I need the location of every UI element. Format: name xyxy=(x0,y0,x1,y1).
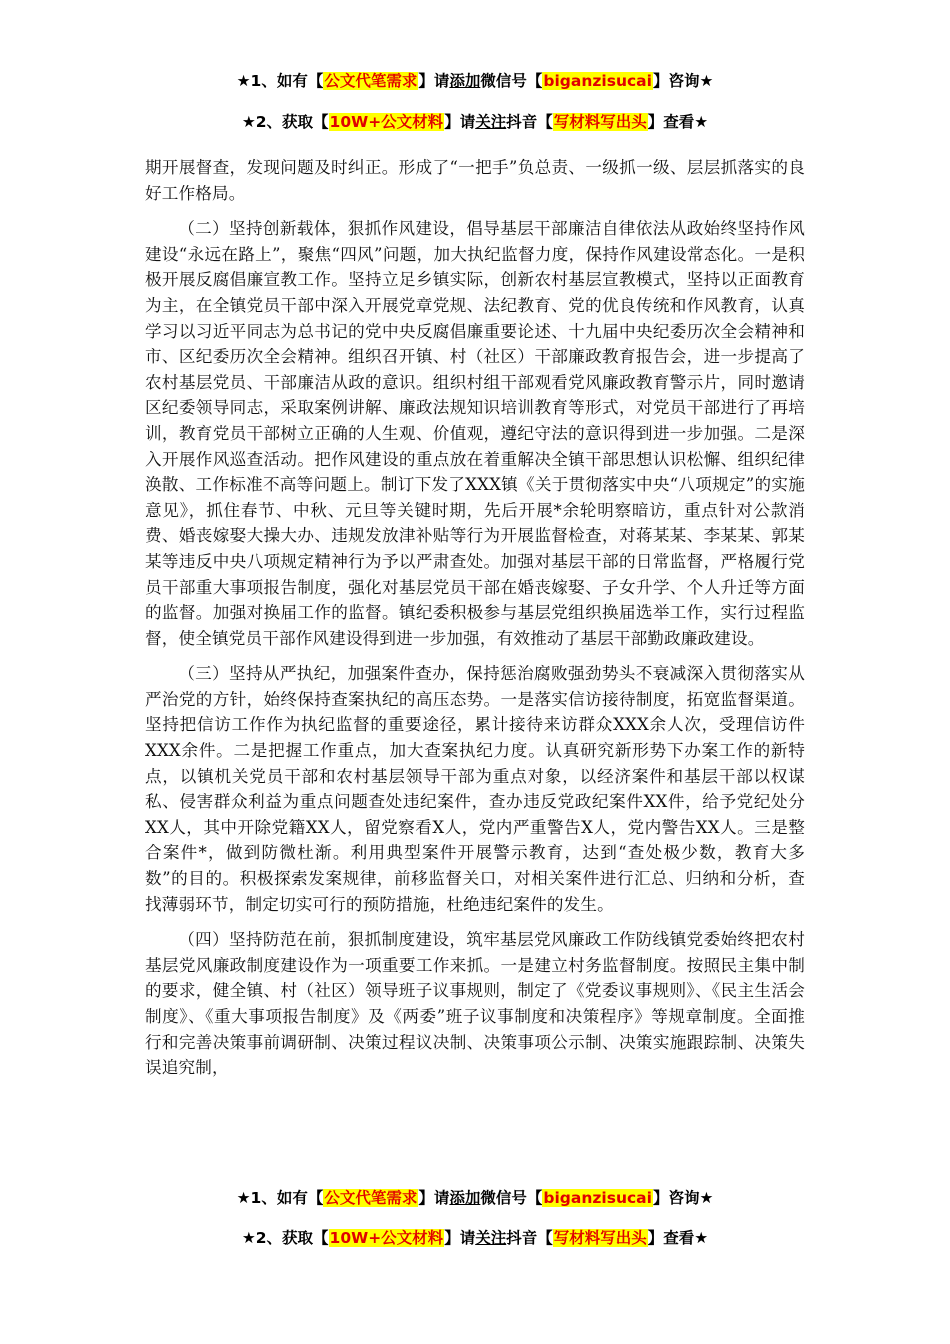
banner-text: 】咨询★ xyxy=(652,1189,714,1207)
banner-text: 】查看★ xyxy=(647,113,709,131)
banner-text: 】查看★ xyxy=(647,1229,709,1247)
highlight-service: 公文代笔需求 xyxy=(324,72,418,90)
paragraph-continuation: 期开展督查，发现问题及时纠正。形成了“一把手”负总责、一级抓一级、层层抓落实的良好工作格局。 xyxy=(145,158,805,203)
underlined-add: 添加 xyxy=(449,72,481,90)
underlined-follow: 关注 xyxy=(475,1229,507,1247)
banner-text: 微信号【 xyxy=(480,1189,543,1207)
banner-text: ★2、获取【 xyxy=(241,113,329,131)
banner-text: 】请 xyxy=(418,1189,450,1207)
highlight-materials: 10W+公文材料 xyxy=(329,1229,444,1247)
paragraph-section-4: （四）坚持防范在前，狠抓制度建设，筑牢基层党风廉政工作防线镇党委始终把农村基层党风廉政制度建设作为一项重要工作来抓。一是建立村务监督制度。按照民主集中制的要求，健全镇、村（社区）领导班子议事规则，制定了《党委议事规则》、《民主生活会制度》、《重大事项报告制度》及《两委”班子议事制度和决策程序》等规章制度。全面推行和完善决策事前调研制、决策过程议决制、决策事项公示制、决策实施跟踪制、决策失误追究制， xyxy=(145,930,805,1078)
paragraph-section-3: （三）坚持从严执纪，加强案件查办，保持惩治腐败强劲势头不衰减深入贯彻落实从严治党的方针，始终保持查案执纪的高压态势。一是落实信访接待制度，拓宽监督渠道。坚持把信访工作作为执纪监督的重要途径，累计接待来访群众XXX余人次，受理信访件XXX余件。二是把握工作重点，加大查案执纪力度。认真研究新形势下办案工作的新特点，以镇机关党员干部和农村基层领导干部为重点对象，以经济案件和基层干部以权谋私、侵害群众利益为重点问题查处违纪案件，查办违反党政纪案件XX件，给予党纪处分XX人，其中开除党籍XX人，留党察看X人，党内严重警告X人，党内警告XX人。三是整合案件*，做到防微杜渐。利用典型案件开展警示教育，达到“查处极少数，教育大多数”的目的。积极探索发案规律，前移监督关口，对相关案件进行汇总、归纳和分析，查找薄弱环节，制定切实可行的预防措施，杜绝违纪案件的发生。 xyxy=(145,664,805,914)
underlined-follow: 关注 xyxy=(475,113,507,131)
highlight-wechat-id: biganzisucai xyxy=(543,1189,652,1207)
banner-text: 】请 xyxy=(418,72,450,90)
footer-banner-line-2 xyxy=(0,1227,950,1249)
banner-text: 】咨询★ xyxy=(652,72,714,90)
banner-text: 】请 xyxy=(444,113,476,131)
banner-text: 抖音【 xyxy=(506,1229,553,1247)
header-banner-line-2 xyxy=(0,111,950,133)
highlight-douyin: 写材料写出头 xyxy=(553,113,647,131)
banner-text: 微信号【 xyxy=(480,72,543,90)
banner-text: ★1、如有【 xyxy=(236,1189,324,1207)
underlined-add: 添加 xyxy=(449,1189,481,1207)
paragraph-section-2: （二）坚持创新载体，狠抓作风建设，倡导基层干部廉洁自律依法从政始终坚持作风建设“永远在路上”，聚焦“四风”问题，加大执纪监督力度，保持作风建设常态化。一是积极开展反腐倡廉宣教工作。坚持立足乡镇实际，创新农村基层宣教模式，坚持以正面教育为主，在全镇党员干部中深入开展党章党规、法纪教育、党的优良传统和作风教育，认真学习以习近平同志为总书记的党中央反腐倡廉重要论述、十九届中央纪委历次全会精神和市、区纪委历次全会精神。组织召开镇、村（社区）干部廉政教育报告会，进一步提高了农村基层党员、干部廉洁从政的意识。组织村组干部观看党风廉政教育警示片，同时邀请区纪委领导同志，采取案例讲解、廉政法规知识培训教育等形式，对党员干部进行了再培训，教育党员干部树立正确的人生观、价值观，遵纪守法的意识得到进一步加强。二是深入开展作风巡查活动。把作风建设的重点放在着重解决全镇干部思想认识松懈、组织纪律涣散、工作标准不高等问题上。制订下发了XXX镇《关于贯彻落实中央“八项规定”的实施意见》，抓住春节、中秋、元旦等关键时期，先后开展*余轮明察暗访，重点针对公款消费、婚丧嫁娶大操大办、违规发放津补贴等行为开展监督检查，对蒋某某、李某某、郭某某等违反中央八项规定精神行为予以严肃查处。加强对基层干部的日常监督，严格履行党员干部重大事项报告制度，强化对基层党员干部在婚丧嫁娶、子女升学、个人升迁等方面的监督。加强对换届工作的监督。镇纪委积极参与基层党组织换届选举工作，实行过程监督，使全镇党员干部作风建设得到进一步加强，有效推动了基层干部勤政廉政建设。 xyxy=(145,219,805,648)
banner-text: 抖音【 xyxy=(506,113,553,131)
banner-text: ★2、获取【 xyxy=(241,1229,329,1247)
highlight-douyin: 写材料写出头 xyxy=(553,1229,647,1247)
highlight-service: 公文代笔需求 xyxy=(324,1189,418,1207)
header-banner-line-1 xyxy=(0,70,950,92)
highlight-wechat-id: biganzisucai xyxy=(543,72,652,90)
banner-text: 】请 xyxy=(444,1229,476,1247)
highlight-materials: 10W+公文材料 xyxy=(329,113,444,131)
banner-text: ★1、如有【 xyxy=(236,72,324,90)
footer-banner-line-1 xyxy=(0,1187,950,1209)
document-body xyxy=(145,155,805,1081)
